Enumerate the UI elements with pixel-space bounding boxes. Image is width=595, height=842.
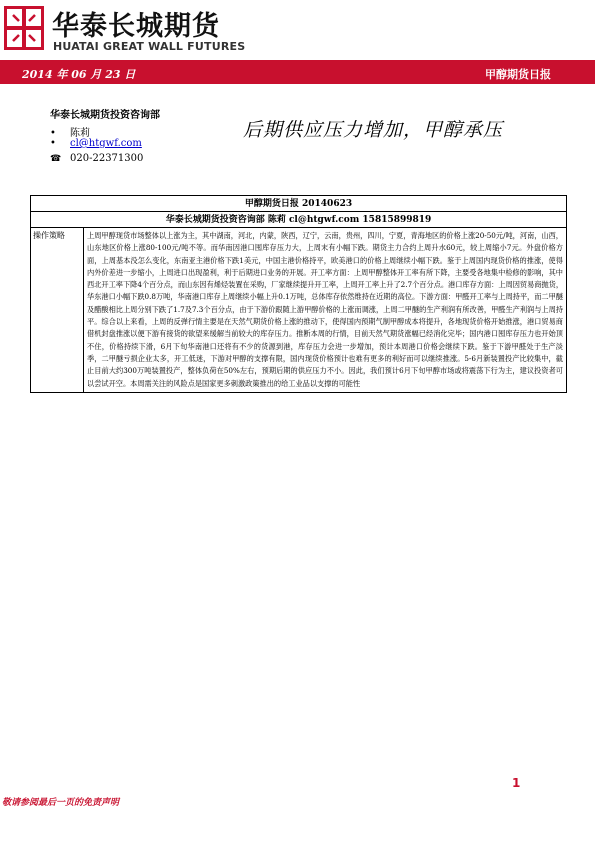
page-title: 后期供应压力增加，甲醇承压 (243, 119, 504, 141)
company-logo-icon (4, 6, 44, 50)
report-table (30, 195, 567, 393)
report-date: 2014 年 06 月 23 日 (22, 68, 136, 81)
bullet-icon: • (50, 128, 56, 139)
brand-name-en: HUATAI GREAT WALL FUTURES (53, 40, 246, 53)
analyst-name: 陈莉 (70, 128, 90, 139)
department-name: 华泰长城期货投资咨询部 (50, 110, 160, 121)
table-row (31, 228, 566, 392)
disclaimer-note[interactable]: 敬请参阅最后一页的免责声明 (2, 798, 120, 808)
phone-icon: ☎ (50, 154, 62, 164)
phone-number: 020-22371300 (70, 153, 144, 164)
report-subtitle: 华泰长城期货投资咨询部 陈莉 cl@htgwf.com 15815899819 (31, 212, 566, 228)
contact-phone-row (50, 153, 143, 164)
page-number: 1 (512, 776, 521, 790)
strategy-label: 操作策略 (31, 228, 84, 392)
brand-name-cn: 华泰长城期货 (52, 11, 220, 42)
report-type: 甲醇期货日报 (485, 68, 551, 81)
report-title: 甲醇期货日报 20140623 (31, 196, 566, 212)
contact-name-row (50, 124, 90, 139)
strategy-text: 上周甲醇现货市场整体以上涨为主，其中湖南，河北，内蒙，陕西，辽宁，云南，贵州，四川，宁夏，青海地区的价格上涨20-50元/吨，河南，山西，山东地区价格上涨80-100元/吨不等。而华南因港口囤库存压力大，上周末有小幅下跌。期货主力合约上周升水60元，较上周缩小7元。外盘价格方面，上周基本没怎么变化，东南亚主港价格下跌1美元，中国主港价格持平，欧美港口的价格上周继续小幅下跌。鉴于上周国内现货价格的推涨，使得内外价差进一步缩小，上周进口出现盈利，利于后期进口业务的开展。开工率方面：上周甲醇整体开工率有所下降，主要受各地集中检修的影响，其中西北开工率下降4个百分点，而山东因有烯烃装置在采购，厂家继续提升开工率，上周开工率上升了2.7个百分点。港口库存方面：上周因贸易商抛货，华东港口小幅下跌0.8万吨，华南港口库存上周继续小幅上升0.1万吨，总体库存依然维持在近期的高位。下游方面：甲醛开工率与上周持平，而二甲醚及醋酸相比上周分别下跌了1.7及7.3个百分点，由于下游价跟随上游甲醇价格的上涨而调涨，上周二甲醚的生产利润有所改善，甲醛生产利润与上周持平。综合以上来看，上周的反弹行情主要是在天然气期货价格上涨的推动下，使得国内预期气制甲醇成本将提升，各地现货价格开始推涨，港口贸易商借机封盘推涨以便下游有接货的欲望来缓解当前较大的库存压力。推断本周的行情，目前天然气期货涨幅已经消化完毕；国内港口囤库存压力也开始顶不住，价格持续下滑，6月下旬华南港口还将有不少的货源到港，库存压力会进一步增加，预计本周港口价格会继续下跌。鉴于下游甲醛处于生产淡季，二甲醚亏损企业太多，开工低迷，下游对甲醇的支撑有限，国内现货价格预计也难有更多的利好而可以继续推涨。5-6月新装置投产比较集中，截止目前大约300万吨装置投产，整体负荷在50%左右，预期后期的供应压力不小。因此，我们预计6月下旬甲醇市场或将震荡下行为主，建议投资者可以尝试开空。本周需关注的风险点是国家更多刺激政策推出的给工业品以支撑的可能性 (87, 231, 564, 388)
bullet-icon: • (50, 138, 56, 149)
contact-email-row (50, 138, 142, 149)
email-link[interactable]: cl@htgwf.com (70, 138, 142, 149)
